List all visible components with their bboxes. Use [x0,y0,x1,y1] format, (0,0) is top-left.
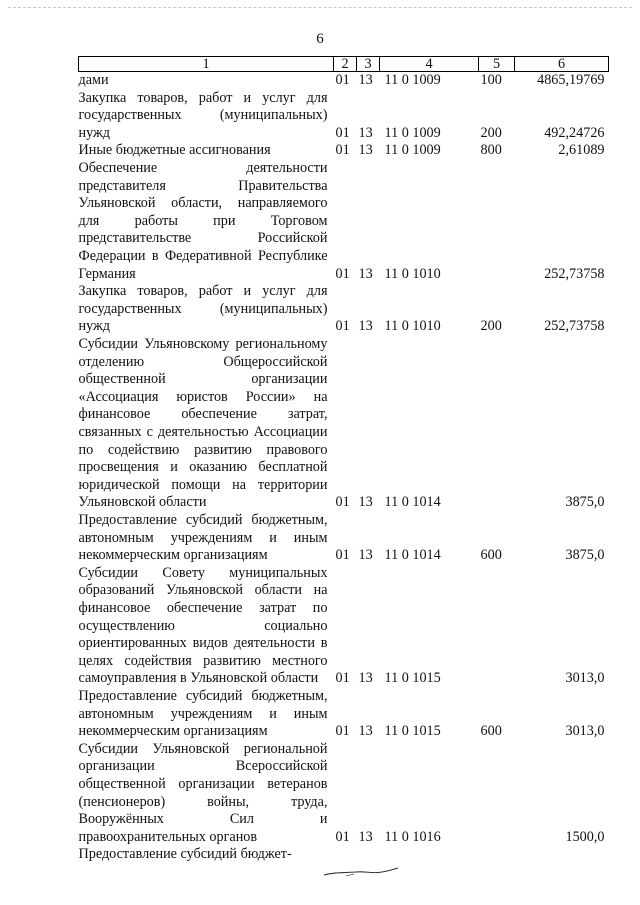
row-name: Закупка товаров, работ и услуг для государственных (муниципальных) нужд [78,283,328,335]
table-row [79,741,609,847]
row-amount: 3013,0 [565,723,605,740]
row-section: 01 [335,72,350,88]
table-row [79,688,609,741]
row-name: Субсидии Совету муниципальных образований Ульяновской области на финансовое обеспечение затрат по осуществлению социально ориентированных видов деятельности в целях содействия развитию местного самоуправления в Ульяновской области [78,564,328,687]
table-row [79,90,609,143]
page-number: 6 [316,31,324,47]
row-subsection: 13 [358,670,373,687]
row-section: 01 [335,494,350,511]
row-subsection: 13 [358,124,373,141]
row-subsection: 13 [358,265,373,282]
header-col-4: 4 [380,57,479,72]
row-amount [515,846,609,864]
row-section: 01 [335,265,350,282]
table-row [79,160,609,283]
row-target-article: 11 0 1015 [384,670,441,687]
row-target-article: 11 0 1014 [384,494,441,511]
row-name: Иные бюджетные ассигнования [78,142,271,159]
row-expense-type: 200 [480,318,502,335]
row-target-article: 11 0 1009 [384,124,441,141]
row-amount: 3875,0 [565,494,605,511]
table-row [79,846,609,864]
row-target-article: 11 0 1016 [384,828,441,845]
row-expense-type [479,741,515,847]
row-amount: 3875,0 [565,547,605,564]
table-row [79,336,609,512]
table-row [79,565,609,688]
row-target-article: 11 0 1009 [384,72,441,88]
header-col-5: 5 [479,57,515,72]
row-expense-type [479,160,515,283]
row-amount: 3013,0 [565,670,605,687]
row-expense-type: 600 [480,547,502,564]
header-col-2: 2 [334,57,357,72]
row-amount: 4865,19769 [537,72,605,88]
scan-edge-line [8,7,632,8]
table-row [79,142,609,160]
row-target-article: 11 0 1009 [384,142,441,159]
row-expense-type: 100 [480,72,502,88]
row-subsection: 13 [358,723,373,740]
row-section: 01 [335,547,350,564]
table-row [79,512,609,565]
row-name: Закупка товаров, работ и услуг для государственных (муниципальных) нужд [78,89,328,141]
row-section: 01 [335,828,350,845]
row-expense-type [479,846,515,864]
table-body [79,72,609,864]
table-row [79,72,609,90]
row-subsection: 13 [358,72,373,88]
row-subsection: 13 [358,318,373,335]
row-amount: 252,73758 [544,265,605,282]
row-subsection: 13 [358,142,373,159]
row-expense-type: 600 [480,723,502,740]
row-amount: 492,24726 [544,124,605,141]
row-target-article: 11 0 1015 [384,723,441,740]
header-col-3: 3 [357,57,380,72]
row-amount: 252,73758 [544,318,605,335]
row-amount: 1500,0 [565,828,605,845]
row-section: 01 [335,318,350,335]
row-section [334,846,357,864]
row-subsection [357,846,380,864]
row-subsection: 13 [358,547,373,564]
row-name: Предоставление субсидий бюджетным, автономным учреждениям и иным некоммерческим организациям [78,511,328,564]
row-target-article: 11 0 1014 [384,547,441,564]
row-name: Субсидии Ульяновской региональной организации Всероссийской общественной организации ветеранов (пенсионеров) войны, труда, Вооружённых Сил и правоохранительных органов [78,740,328,845]
table-header [79,57,609,72]
row-subsection: 13 [358,494,373,511]
row-section: 01 [335,142,350,159]
row-expense-type: 200 [480,124,502,141]
row-target-article: 11 0 1010 [384,318,441,335]
header-col-1: 1 [79,57,334,72]
signature-mark [322,866,402,880]
budget-table [78,56,609,864]
row-target-article: 11 0 1010 [384,265,441,282]
row-section: 01 [335,723,350,740]
row-expense-type [479,336,515,512]
table-row [79,283,609,336]
row-name: Предоставление субсидий бюджетным, автономным учреждениям и иным некоммерческим организациям [78,687,328,740]
row-name: дами [78,72,109,88]
row-section: 01 [335,670,350,687]
row-expense-type: 800 [480,142,502,159]
row-name: Обеспечение деятельности представителя Правительства Ульяновской области, направляемого для работы при Торговом представительстве Российской Федерации в Федеративной Республике Германия [78,159,328,282]
row-name: Предоставление субсидий бюджет- [78,846,292,863]
row-name: Субсидии Ульяновскому региональному отделению Общероссийской общественной организации «Ассоциация юристов России» на финансовое обеспечение затрат, связанных с деятельностью Ассоциации по содействию развитию правового просвещения и оказанию бесплатной юридической помощи на территории Ульяновской области [78,336,328,511]
row-target-article [380,846,479,864]
row-amount: 2,61089 [558,142,605,159]
row-expense-type [479,565,515,688]
header-col-6: 6 [515,57,609,72]
row-section: 01 [335,124,350,141]
row-subsection: 13 [358,828,373,845]
